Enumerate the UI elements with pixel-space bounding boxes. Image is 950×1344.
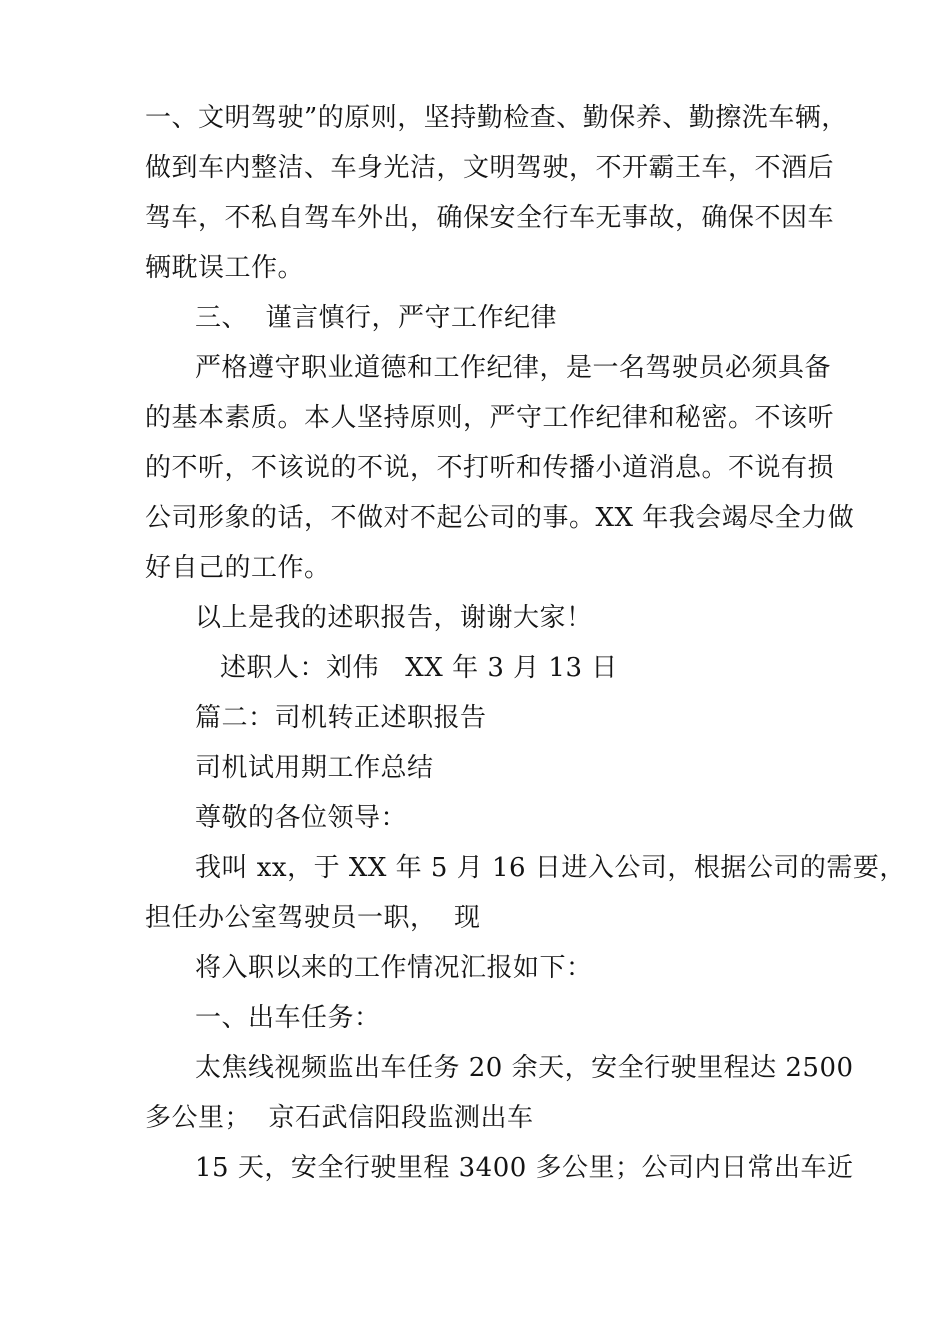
text-line: 我叫 xx，于 XX 年 5 月 16 日进入公司，根据公司的需要， <box>195 853 906 883</box>
section-heading: 三、 谨言慎行，严守工作纪律 <box>195 303 558 333</box>
text-line: 做到车内整洁、车身光洁，文明驾驶，不开霸王车，不酒后 <box>145 153 835 183</box>
text-line: 的基本素质。本人坚持原则，严守工作纪律和秘密。不该听 <box>145 403 835 433</box>
salutation: 尊敬的各位领导： <box>195 803 408 833</box>
text-line: 严格遵守职业道德和工作纪律，是一名驾驶员必须具备 <box>195 353 832 383</box>
text-line: 以上是我的述职报告，谢谢大家！ <box>195 603 593 633</box>
text-line: 多公里； 京石武信阳段监测出车 <box>145 1103 534 1133</box>
text-line: 辆耽误工作。 <box>145 253 305 283</box>
chapter-title: 篇二：司机转正述职报告 <box>195 703 487 733</box>
text-line: 将入职以来的工作情况汇报如下： <box>195 953 593 983</box>
text-line: 驾车，不私自驾车外出，确保安全行车无事故，确保不因车 <box>145 203 835 233</box>
section-heading: 司机试用期工作总结 <box>195 753 434 783</box>
text-line: 的不听，不该说的不说，不打听和传播小道消息。不说有损 <box>145 453 835 483</box>
text-line: 一、文明驾驶”的原则，坚持勤检查、勤保养、勤擦洗车辆， <box>145 103 848 133</box>
signature-line: 述职人：刘伟 XX 年 3 月 13 日 <box>220 653 618 683</box>
text-line: 公司形象的话，不做对不起公司的事。XX 年我会竭尽全力做 <box>145 503 855 533</box>
text-line: 好自己的工作。 <box>145 553 331 583</box>
text-line: 担任办公室驾驶员一职， 现 <box>145 903 481 933</box>
section-heading: 一、出车任务： <box>195 1003 381 1033</box>
text-line: 太焦线视频监出车任务 20 余天，安全行驶里程达 2500 <box>195 1053 854 1083</box>
text-line: 15 天，安全行驶里程 3400 多公里；公司内日常出车近 <box>195 1153 854 1183</box>
